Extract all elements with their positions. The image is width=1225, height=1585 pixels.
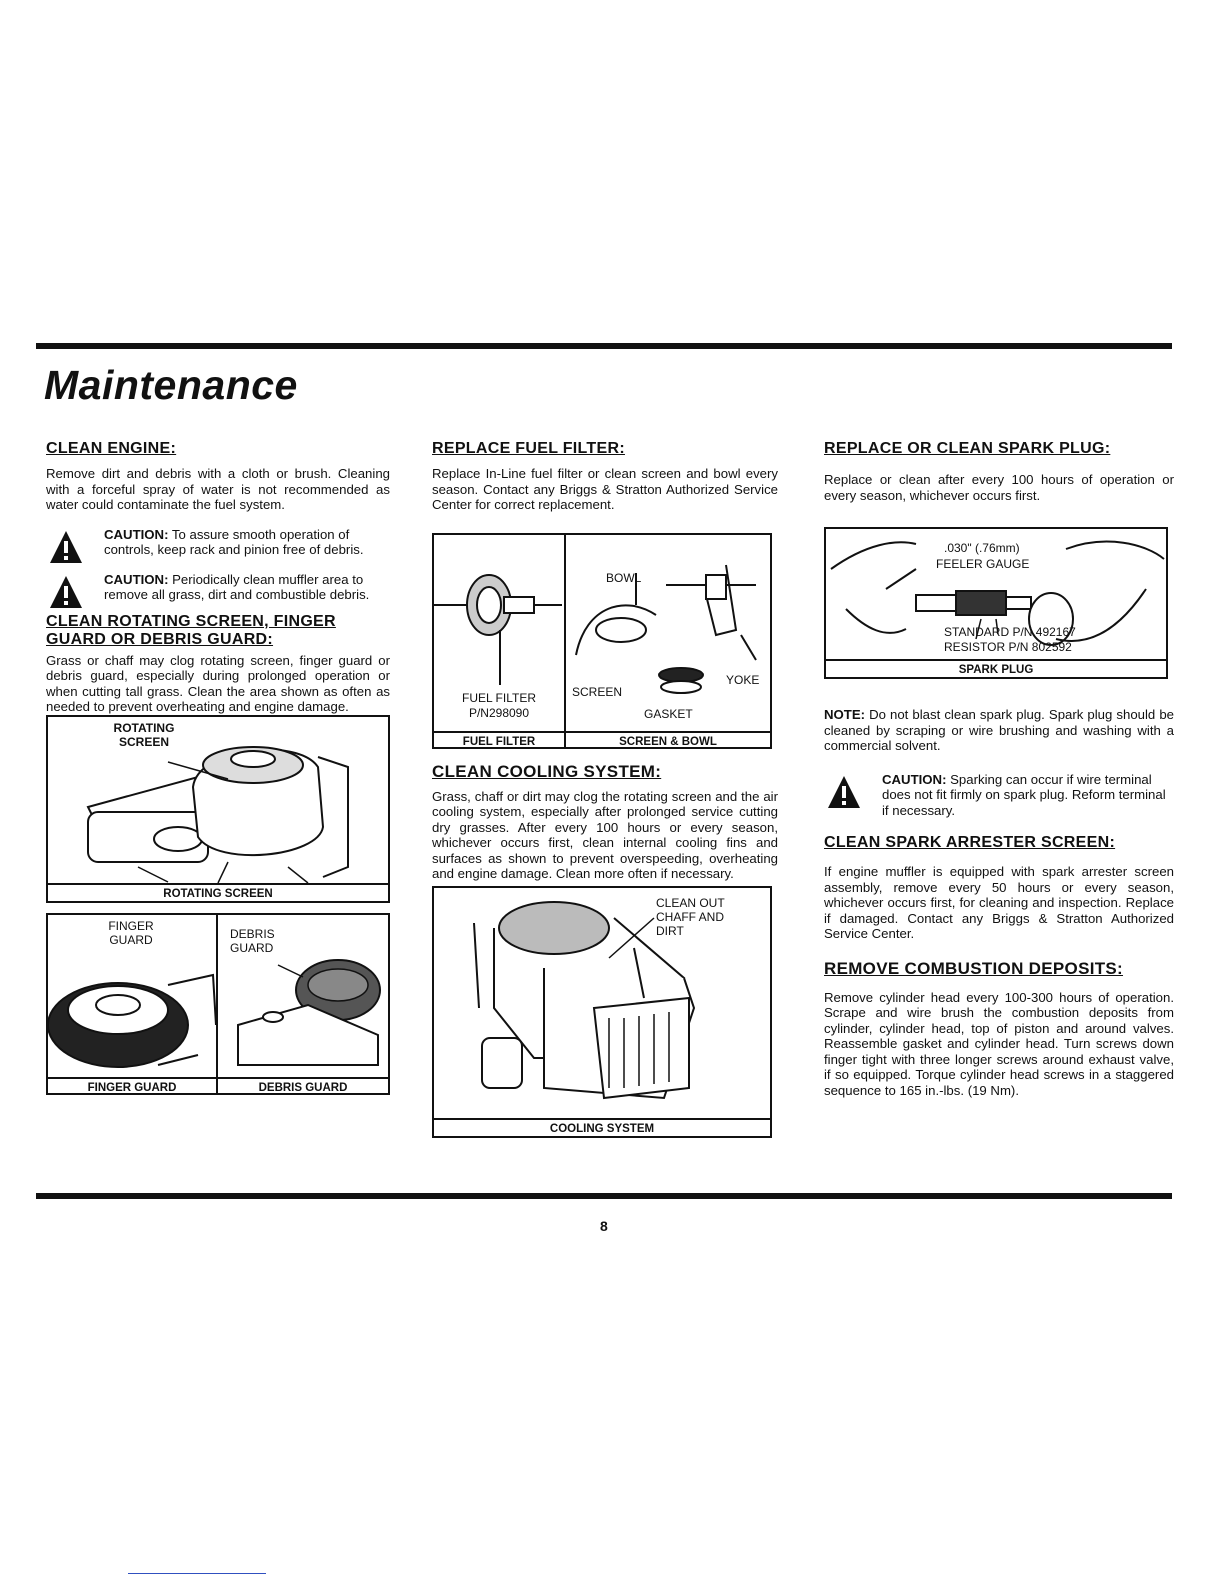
figure-rotating-screen [46,715,390,903]
cooling-system-body: Grass, chaff or dirt may clog the rotating screen and the air cooling system, especially after prolonged service cutting dry grasses. After every 100 hours or every season, whichever occurs first, clean internal cooling fins and surfaces as shown to prevent overspeeding, overheating and engine damage. Clean more often if necessary. [432,788,778,881]
caution-text: Sparking can occur if wire terminal does not fit firmly on spark plug. Reform terminal if necessary. [882,771,1166,818]
column-right [824,440,1174,1098]
rotating-screen-label: ROTATING SCREEN [113,720,175,749]
caution-muffler [46,572,390,603]
caution-text: Periodically clean muffler area to remove all grass, dirt and combustible debris. [104,571,370,602]
fuel-filter-heading: REPLACE FUEL FILTER: [432,440,625,457]
combustion-deposits-heading: REMOVE COMBUSTION DEPOSITS: [824,958,1124,978]
rotating-screen-heading: CLEAN ROTATING SCREEN, FINGER GUARD OR DEBRIS GUARD: [46,612,336,648]
page-number: 8 [600,1218,608,1234]
warning-triangle-icon [826,774,862,810]
spark-plug-caption: SPARK PLUG [826,659,1166,677]
caution-label: CAUTION: [104,526,169,542]
screen-label: SCREEN [572,684,623,699]
finger-guard-label: FINGER GUARD [108,918,154,947]
debris-guard-panel [218,915,388,1077]
yoke-label: YOKE [726,672,760,687]
cooling-system-caption: COOLING SYSTEM [434,1118,770,1136]
fuel-filter-body: Replace In-Line fuel filter or clean screen and bowl every season. Contact any Briggs & Stratton Authorized Service Center for correct replacement. [432,466,778,512]
caution-label: CAUTION: [104,571,169,587]
spark-plug-heading: REPLACE OR CLEAN SPARK PLUG: [824,440,1111,457]
warning-triangle-icon [48,574,84,610]
fuel-filter-panel [434,535,566,731]
spark-arrester-heading: CLEAN SPARK ARRESTER SCREEN: [824,834,1116,851]
fuel-filter-part-number: P/N298090 [468,705,530,720]
caution-label: CAUTION: [882,771,947,787]
caution-rack-pinion [46,527,390,558]
footer-link-underline [128,1573,266,1574]
fuel-filter-label [444,691,554,721]
fuel-filter-name: FUEL FILTER [461,690,536,705]
combustion-deposits-body: Remove cylinder head every 100-300 hours of operation. Scrape and wire brush the combustion deposits from cylinder, cylinder head, top of piston and around valves. Reassemble gasket and cylinder head. Turn screws down finger tight with three longer screws around exhaust valve, if so equipped. Torque cylinder head screws in a staggered sequence to 165 in.-lbs. (19 Nm). [824,989,1174,1098]
caution-spark-terminal [824,772,1174,819]
screen-bowl-caption: SCREEN & BOWL [566,731,770,749]
figure-guards [46,913,390,1095]
screen-bowl-illustration [566,535,770,731]
bowl-label: BOWL [606,570,642,585]
rotating-screen-caption: ROTATING SCREEN [48,883,388,901]
clean-engine-body: Remove dirt and debris with a cloth or brush. Cleaning with a forceful spray of water is not recommended as water could contaminate the fuel system. [46,466,390,512]
top-rule [36,343,1172,349]
fuel-filter-caption: FUEL FILTER [434,731,566,749]
figure-spark-plug [824,527,1168,679]
rotating-screen-body: Grass or chaff may clog rotating screen, finger guard or debris guard, especially during prolonged operation or when cutting tall grass. Clean the area shown as often as needed to prevent overheating and engine damage. [46,652,390,714]
clean-out-label: CLEAN OUT CHAFF AND DIRT [656,895,725,938]
column-left [46,440,390,1095]
note-paragraph [824,707,1174,754]
note-text: Do not blast clean spark plug. Spark plug should be cleaned by scraping or wire brushing and washing with a commercial solvent. [824,707,1174,753]
finger-guard-caption: FINGER GUARD [48,1077,218,1095]
figure-fuel-filter [432,533,772,749]
standard-pn-label: STANDARD P/N 492167 [944,625,1076,639]
warning-triangle-icon [48,529,84,565]
caution-text: To assure smooth operation of controls, keep rack and pinion free of debris. [104,526,364,557]
cooling-system-heading: CLEAN COOLING SYSTEM: [432,761,662,781]
finger-guard-panel [48,915,218,1077]
page-title: Maintenance [44,362,298,408]
bottom-rule [36,1193,1172,1199]
figure-cooling-system [432,886,772,1138]
column-middle [432,440,778,1138]
debris-guard-caption: DEBRIS GUARD [218,1077,388,1095]
gasket-label: GASKET [644,706,693,721]
rotating-screen-illustration [48,717,388,883]
clean-engine-heading: CLEAN ENGINE: [46,440,177,457]
screen-bowl-panel [566,535,770,731]
debris-guard-label: DEBRIS GUARD [230,926,275,955]
spark-arrester-body: If engine muffler is equipped with spark arrester screen assembly, remove every 50 hours or every season, whichever occurs first, for cleaning and inspection. Replace if damaged. Contact any Briggs & Stratton Authorized Service Center. [824,864,1174,941]
resistor-pn-label: RESISTOR P/N 802592 [944,640,1072,654]
gap-label: .030" (.76mm) [944,541,1020,555]
spark-plug-body: Replace or clean after every 100 hours of operation or every season, whichever occurs first. [824,472,1174,503]
feeler-gauge-label: FEELER GAUGE [936,557,1030,571]
note-label: NOTE: [824,707,866,722]
